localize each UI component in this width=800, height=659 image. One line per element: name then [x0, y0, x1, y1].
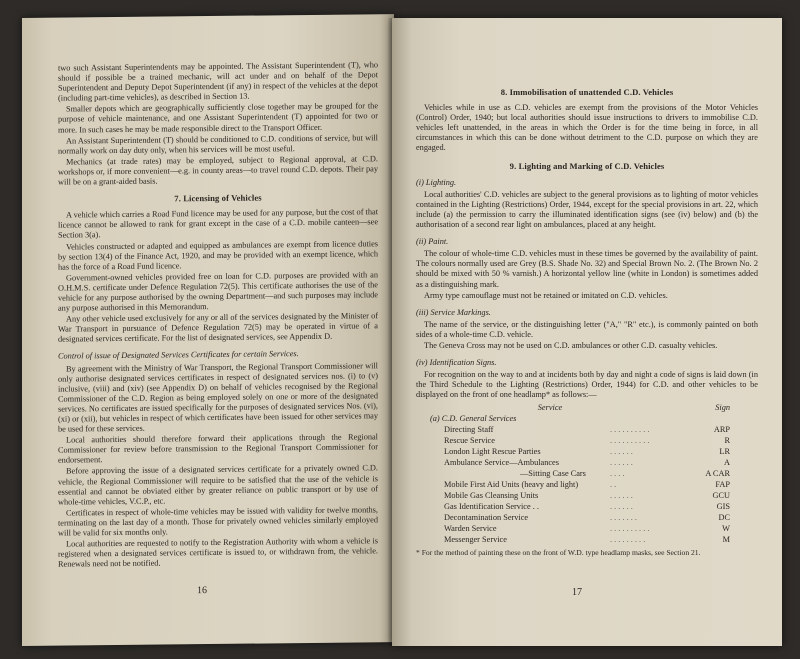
sign-service-cell: Warden Service	[444, 524, 497, 534]
sign-sign-cell: GCU	[712, 491, 730, 501]
right-page-text	[416, 80, 758, 560]
sign-service-cell: Mobile First Aid Units (heavy and light)	[444, 480, 579, 490]
paragraph: Any other vehicle used exclusively for any or all of the services designated by the Minister of War Transport in pursuance of Defence Regulation 72(5) may be operated in virtue of a designated services certificate. For the list of designated services, see Appendix D.	[58, 311, 378, 344]
column-header-sign	[690, 402, 730, 413]
sign-sign-cell: R	[724, 436, 730, 446]
sign-dots-cell: . . . . . .	[610, 447, 633, 457]
sign-dots-cell: . . . . . .	[610, 502, 633, 512]
sign-service-cell: —Sitting Case Cars	[520, 469, 586, 479]
table-row	[430, 490, 730, 501]
right-page	[392, 18, 782, 646]
paragraph: The colour of whole-time C.D. vehicles must in these times be governed by the availability of paint. The colours normally used are Grey (B.S. Shade No. 32) and Special Brown No. 2. (The Brown No. 2 should be mixed with 50 % varnish.) A horizontal yellow line (white in London) is sometimes added as a distinguishing mark.	[416, 249, 758, 289]
table-row	[430, 479, 730, 490]
sign-dots-cell: . . . . . . . . . .	[610, 436, 650, 446]
sign-sign-cell: M	[722, 535, 730, 545]
sign-service-cell: Ambulance Service—Ambulances	[444, 458, 559, 468]
paragraph: Vehicles constructed or adapted and equipped as ambulances are exempt from licence duties by section 13(4) of the Finance Act, 1920, and may be provided with an exempt licence, which has the force of a Road Fund licence.	[58, 238, 378, 272]
paragraph: Mechanics (at trade rates) may be employed, subject to Regional approval, at C.D. workshops or, if more convenient—e.g. in county areas—to travel round C.D. depots. Their pay will be on a grant-aided basis.	[58, 154, 378, 187]
sign-sign-cell: LR	[719, 447, 730, 457]
table-row	[430, 512, 730, 523]
paragraph: A vehicle which carries a Road Fund licence may be used for any purpose, but the cost of that licence cannot be allowed to rank for grant except in the case of a C.D. mobile canteen—see Section 3(a).	[58, 207, 378, 241]
paragraph: Before approving the issue of a designated services certificate for a privately owned C.D. vehicle, the Regional Commissioner will require to be satisfied that the use of the vehicle is essential and cannot be obviated either by greater reliance on public transport or by use of whole-time vehicles, V.C.P., etc.	[58, 463, 378, 507]
paragraph: Vehicles while in use as C.D. vehicles are exempt from the provisions of the Motor Vehicles (Control) Order, 1940; but local authorities should issue instructions to drivers to immobilise C.D. vehicles left unattended, in the areas in which the Order is for the time being in force, in all circumstances in which this can be done without detriment to the C.D. purpose on which they are engaged.	[416, 103, 758, 153]
subsection-heading: (iv) Identification Signs.	[416, 358, 497, 368]
sign-service-cell: Messenger Service	[444, 535, 507, 545]
sign-sign-cell: DC	[718, 513, 730, 523]
table-row	[430, 468, 730, 479]
paragraph: The Geneva Cross may not be used on C.D. ambulances or other C.D. casualty vehicles.	[424, 340, 718, 350]
sign-service-cell: Mobile Gas Cleansing Units	[444, 491, 539, 501]
sign-sign-cell: GIS	[716, 502, 730, 512]
subsection-heading: (iii) Service Markings.	[416, 307, 491, 317]
table-row	[430, 457, 730, 468]
section-heading: 9. Lighting and Marking of C.D. Vehicles	[509, 160, 665, 171]
sign-sign-cell: FAP	[715, 480, 730, 490]
table-row	[430, 435, 730, 446]
column-header-label: Service	[537, 403, 563, 413]
paragraph: Smaller depots which are geographically sufficiently close together may be grouped for the purpose of vehicle maintenance, and one Assistant Superintendent (T) appointed for two or more. In such cases he may be made responsible direct to the Transport Officer.	[58, 101, 378, 135]
sign-dots-cell: . . . . . . . . . .	[610, 425, 650, 435]
paragraph: Local authorities should therefore forward their applications through the Regional Commissioner for review before transmission to the Regional Transport Commissioner for endorsement.	[58, 432, 378, 465]
paragraph: Local authorities' C.D. vehicles are subject to the general provisions as to lighting of motor vehicles contained in the Lighting (Restrictions) Order, 1944, except for the special provisions in art. 22, which include (a) the permission to carry the illuminated identification signs (see (iv) below) and (b) the authorisation of a second rear light on ambulances, placed at any height.	[416, 189, 758, 230]
page-number: 17	[572, 587, 582, 598]
sign-dots-cell: . . . . . . .	[610, 513, 637, 523]
sign-sign-cell: A CAR	[705, 469, 730, 479]
left-page-text	[58, 60, 378, 571]
table-row	[430, 534, 730, 545]
table-group-row	[430, 413, 730, 424]
sign-dots-cell: . . . .	[610, 469, 625, 479]
sign-sign-cell: ARP	[713, 425, 730, 435]
sign-dots-cell: . . . . . .	[610, 491, 633, 501]
subsection-heading: Control of issue of Designated Services Certificates for certain Services.	[58, 349, 299, 362]
paragraph: An Assistant Superintendent (T) should be conditioned to C.D. conditions of service, but will normally work on day duty only, when his services will be most useful.	[58, 132, 378, 156]
column-header-label: Sign	[715, 403, 730, 413]
paragraph: Government-owned vehicles provided free on loan for C.D. purposes are provided with an O.H.M.S. certificate under Defence Regulation 72(5). This certificate authorises the use of the vehicle for any purpose authorised by the owning Department—and such purposes may include any purpose authorised in this Memorandum.	[58, 270, 378, 313]
sign-dots-cell: . .	[610, 480, 617, 490]
paragraph: two such Assistant Superintendents may be appointed. The Assistant Superintendent (T), who should if possible be a trained mechanic, will act under and on behalf of the Depot Superintendent and Deputy Depot Superintendent (if any) in respect of the vehicles at the depot (including part-time vehicles), as described in Section 13.	[58, 60, 378, 103]
table-header-row	[430, 402, 730, 413]
signs-table	[430, 402, 730, 545]
paragraph: By agreement with the Ministry of War Transport, the Regional Transport Commissioner will only authorise designated services certificates in respect of designated services nos. (i) to (v) inclusive, (viii) and (xiv) (see Appendix D) on behalf of vehicles recognised by the Regional Commissioner of the C.D. Region as being employed solely on one or more of the designated services. No certificates are issued specifically for the purposes of designated services Nos. (vi), (xi) or (xii), but vehicles in respect of which certificates have been issued for other services may be used for these services.	[58, 360, 378, 434]
sign-sign-cell: A	[724, 458, 730, 468]
open-booklet	[22, 18, 782, 646]
page-number: 16	[197, 585, 207, 597]
sign-service-cell: Gas Identification Service . .	[444, 502, 539, 512]
sign-service-cell: Rescue Service	[444, 436, 495, 446]
paragraph: The name of the service, or the distinguishing letter ("A," "R" etc.), is commonly painted on both sides of a whole-time C.D. vehicle.	[416, 319, 758, 339]
section-heading: 8. Immobilisation of unattended C.D. Vehicles	[500, 87, 674, 97]
sign-dots-cell: . . . . . . . . .	[610, 535, 646, 545]
sign-dots-cell: . . . . . .	[610, 458, 633, 468]
spacer	[610, 402, 690, 413]
sign-service-cell: Decontamination Service	[444, 513, 529, 523]
table-row	[430, 424, 730, 435]
subsection-heading: (i) Lighting.	[416, 177, 457, 187]
paragraph: Local authorities are requested to notify to the Registration Authority with whom a vehicle is registered when a designated services certificate is issued to, or withdrawn from, the vehicle. Renewals need not be notified.	[58, 536, 378, 569]
sign-service-cell: London Light Rescue Parties	[444, 447, 541, 457]
footnote: * For the method of painting these on the front of W.D. type headlamp masks, see Section 21.	[416, 548, 701, 558]
paragraph: Certificates in respect of whole-time vehicles may be issued with validity for twelve months, terminating on the last day of a month. Those for privately owned vehicles similarly employed will be valid for six months only.	[58, 505, 378, 538]
sign-dots-cell: . . . . . . . . . .	[610, 524, 650, 534]
table-row	[430, 523, 730, 534]
sign-sign-cell: W	[722, 524, 730, 534]
signs-table-body	[430, 424, 730, 545]
left-page	[22, 14, 394, 646]
table-group-label: (a) C.D. General Services	[430, 414, 517, 424]
paragraph: Army type camouflage must not be retained or imitated on C.D. vehicles.	[424, 290, 668, 300]
table-row	[430, 446, 730, 457]
table-row	[430, 501, 730, 512]
section-heading: 7. Licensing of Vehicles	[174, 192, 262, 204]
sign-service-cell: Directing Staff	[444, 425, 494, 435]
paragraph: For recognition on the way to and at incidents both by day and night a code of signs is laid down (in the Third Schedule to the Lighting (Restrictions) Order, 1944) for C.D. and other vehicles to be displayed on the front of one headlamp* as follows:—	[416, 370, 758, 400]
subsection-heading: (ii) Paint.	[416, 237, 449, 247]
column-header-service	[430, 402, 610, 413]
